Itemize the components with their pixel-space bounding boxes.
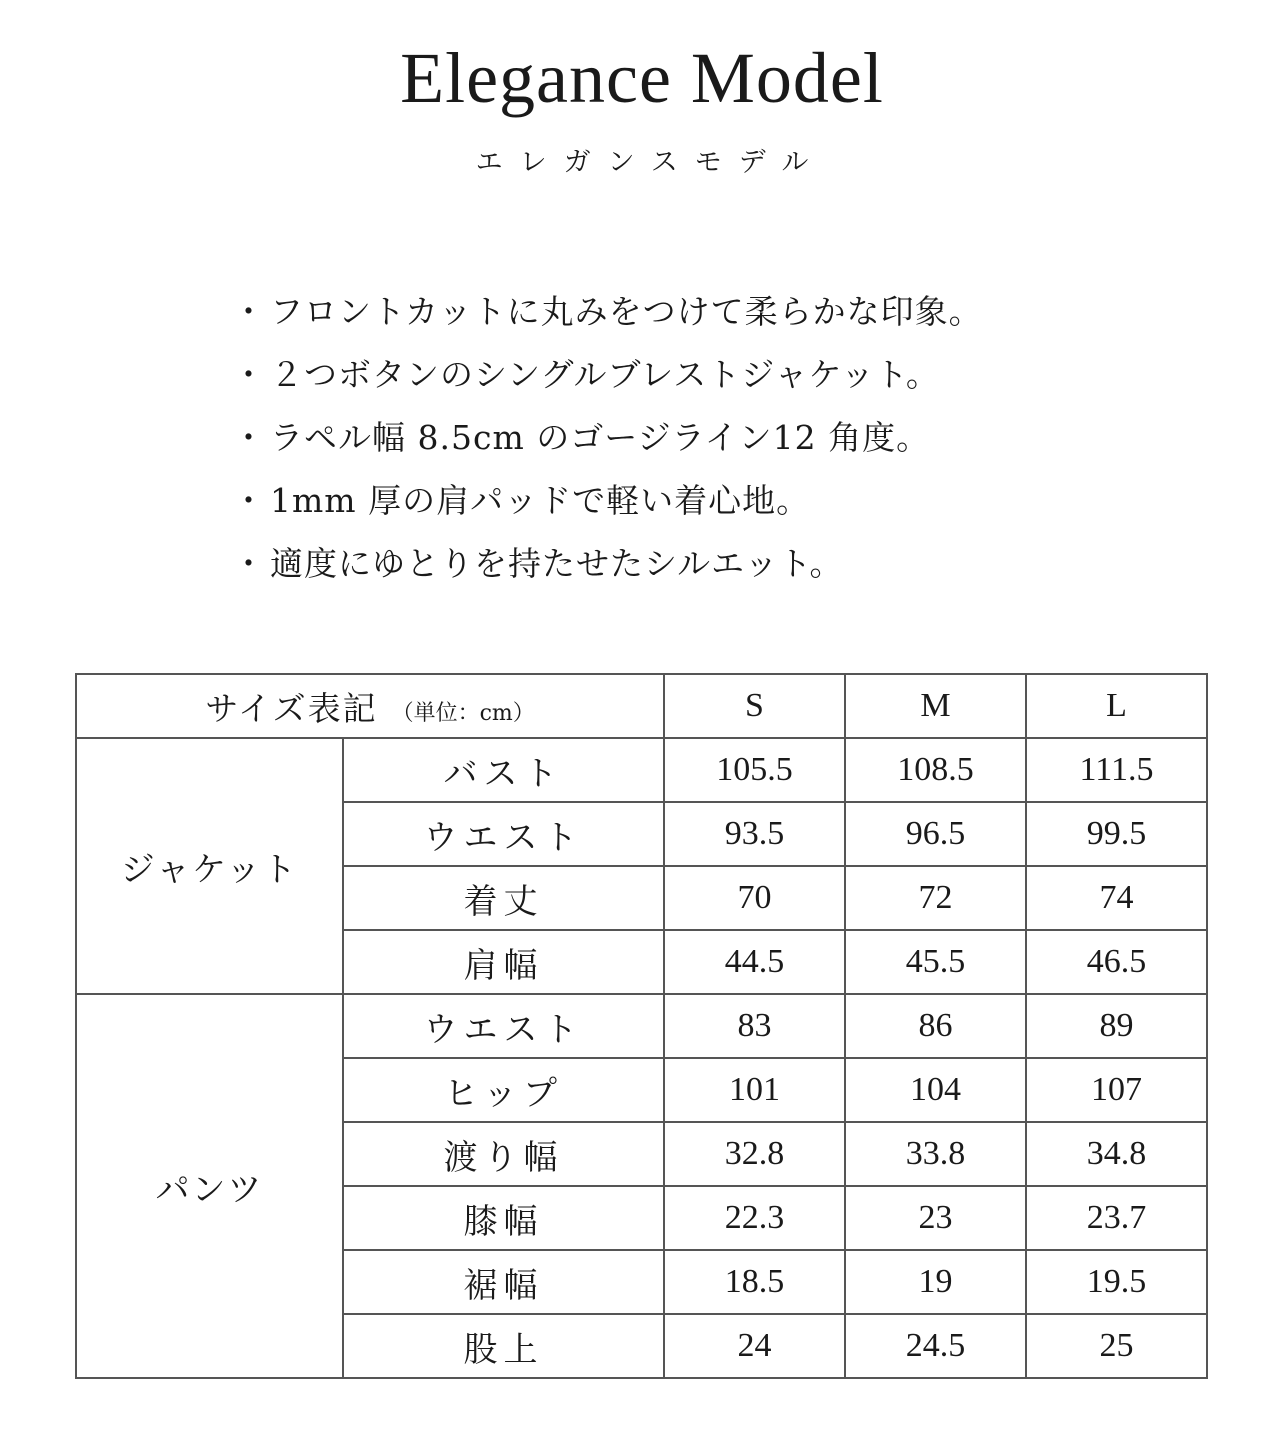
value-cell: 24: [664, 1314, 845, 1378]
value-cell: 46.5: [1026, 930, 1207, 994]
value-cell: 83: [664, 994, 845, 1058]
category-jacket: ジャケット: [76, 738, 343, 994]
value-cell: 99.5: [1026, 802, 1207, 866]
measurement-label: 股上: [343, 1314, 664, 1378]
value-cell: 89: [1026, 994, 1207, 1058]
measurement-label: 裾幅: [343, 1250, 664, 1314]
value-cell: 72: [845, 866, 1026, 930]
feature-text: ラペル幅 8.5cm のゴージライン12 角度。: [270, 418, 931, 457]
size-chart-table: [75, 673, 1208, 1379]
category-pants: パンツ: [76, 994, 343, 1378]
value-cell: 111.5: [1026, 738, 1207, 802]
table-row: [76, 738, 1207, 802]
value-cell: 19: [845, 1250, 1026, 1314]
feature-item: [232, 469, 983, 532]
value-cell: 34.8: [1026, 1122, 1207, 1186]
size-header-m: M: [845, 674, 1026, 738]
value-cell: 25: [1026, 1314, 1207, 1378]
table-header-row: [76, 674, 1207, 738]
measurement-label: ウエスト: [343, 994, 664, 1058]
value-cell: 70: [664, 866, 845, 930]
bullet-point: ・: [232, 544, 266, 583]
unit-label: （単位：cm）: [391, 700, 535, 726]
value-cell: 23.7: [1026, 1186, 1207, 1250]
measurement-label: 膝幅: [343, 1186, 664, 1250]
value-cell: 86: [845, 994, 1026, 1058]
bullet-point: ・: [232, 355, 266, 394]
page-subtitle: エレガンスモデル: [475, 147, 826, 178]
size-label: サイズ表記: [205, 688, 378, 728]
size-header-s: S: [664, 674, 845, 738]
value-cell: 96.5: [845, 802, 1026, 866]
measurement-label: 着丈: [343, 866, 664, 930]
feature-text: 適度にゆとりを持たせたシルエット。: [270, 544, 844, 583]
value-cell: 22.3: [664, 1186, 845, 1250]
feature-item: [232, 532, 983, 595]
value-cell: 93.5: [664, 802, 845, 866]
value-cell: 107: [1026, 1058, 1207, 1122]
value-cell: 101: [664, 1058, 845, 1122]
value-cell: 33.8: [845, 1122, 1026, 1186]
value-cell: 32.8: [664, 1122, 845, 1186]
page-title: Elegance Model: [400, 38, 884, 118]
measurement-label: ウエスト: [343, 802, 664, 866]
value-cell: 45.5: [845, 930, 1026, 994]
value-cell: 104: [845, 1058, 1026, 1122]
bullet-point: ・: [232, 481, 266, 520]
measurement-label: 渡り幅: [343, 1122, 664, 1186]
value-cell: 105.5: [664, 738, 845, 802]
bullet-point: ・: [232, 292, 266, 331]
size-header-l: L: [1026, 674, 1207, 738]
feature-item: [232, 280, 983, 343]
feature-list: [232, 280, 983, 595]
value-cell: 74: [1026, 866, 1207, 930]
value-cell: 23: [845, 1186, 1026, 1250]
feature-item: [232, 343, 983, 406]
size-label-header: [76, 674, 664, 738]
measurement-label: 肩幅: [343, 930, 664, 994]
value-cell: 44.5: [664, 930, 845, 994]
value-cell: 24.5: [845, 1314, 1026, 1378]
bullet-point: ・: [232, 418, 266, 457]
feature-text: 1mm 厚の肩パッドで軽い着心地。: [270, 481, 811, 520]
feature-text: ２つボタンのシングルブレストジャケット。: [270, 355, 940, 394]
value-cell: 108.5: [845, 738, 1026, 802]
measurement-label: ヒップ: [343, 1058, 664, 1122]
feature-item: [232, 406, 983, 469]
measurement-label: バスト: [343, 738, 664, 802]
value-cell: 19.5: [1026, 1250, 1207, 1314]
table-row: [76, 994, 1207, 1058]
feature-text: フロントカットに丸みをつけて柔らかな印象。: [270, 292, 983, 331]
value-cell: 18.5: [664, 1250, 845, 1314]
